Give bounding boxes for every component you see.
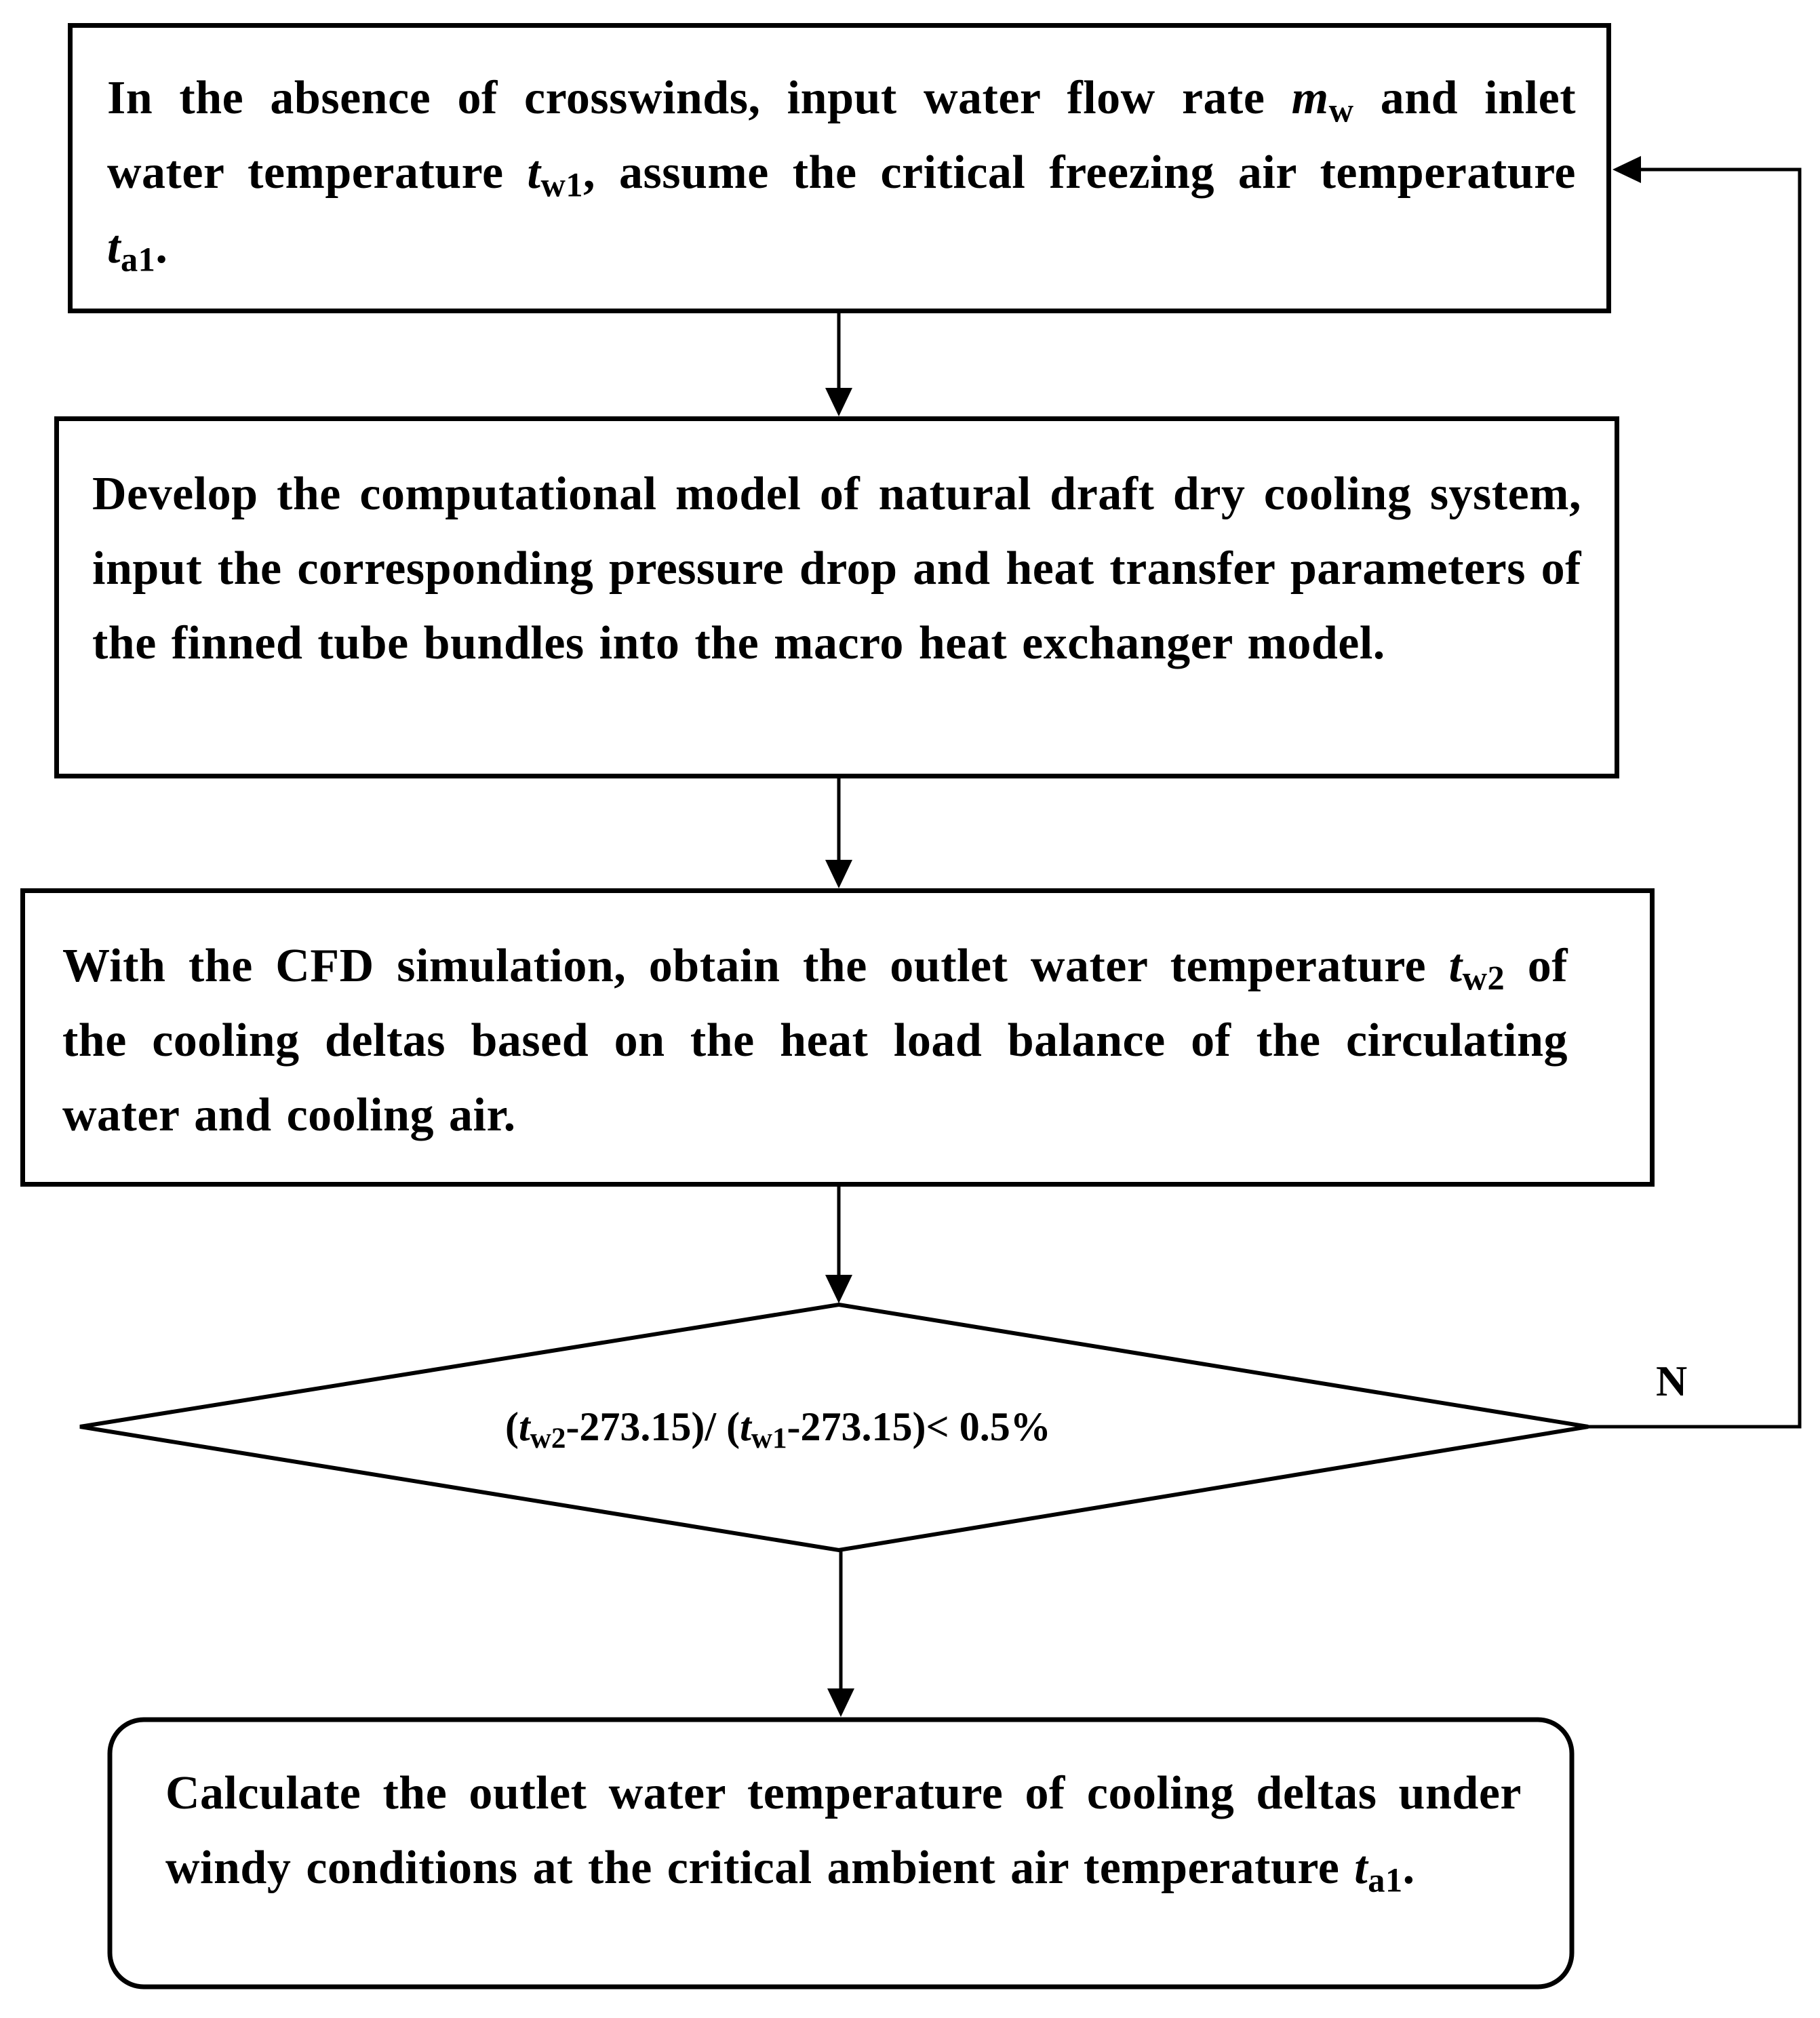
decision-condition: $(t_{w2}-273.15)/$ $(t_{w1}-273.15)< 0.5\%$ xyxy=(505,1404,1051,1455)
terminal-box-text: Calculate the outlet water temperature of cooling deltas under windy conditions at the critical ambient air temperature $t_{a1}$. xyxy=(165,1767,1522,1899)
symbol-t: t xyxy=(518,1404,530,1449)
subscript-a1: a1 xyxy=(120,240,156,279)
symbol-t: t xyxy=(740,1404,751,1449)
arrowhead-box3 xyxy=(825,860,852,888)
subscript-w2: w2 xyxy=(530,1422,566,1455)
process-box-model-text: Develop the computational model of natural draft dry cooling system, input the corresponding pressure drop and heat transfer parameters of the finned tube bundles into the macro heat exchanger model. xyxy=(92,468,1581,669)
subscript-w2: w2 xyxy=(1462,959,1505,997)
arrowhead-decision xyxy=(825,1275,852,1303)
symbol-t: t xyxy=(1354,1842,1368,1894)
symbol-m: m xyxy=(1291,72,1329,124)
subscript-w1: w1 xyxy=(540,165,584,204)
subscript-a1: a1 xyxy=(1368,1861,1403,1899)
arrowhead-loop xyxy=(1613,156,1641,183)
process-box-input-text: In the absence of crosswinds, input water flow rate $m_w$ and inlet water temperature $t_{w1}$, assume the critical freezing air temperature $t_{a1}$. xyxy=(107,72,1577,279)
subscript-w: w xyxy=(1328,91,1354,130)
no-branch-label: N xyxy=(1656,1357,1688,1405)
arrowhead-box2 xyxy=(825,388,852,416)
subscript-w1: w1 xyxy=(751,1422,787,1455)
symbol-t: t xyxy=(527,146,541,199)
process-box-cfd-text: With the CFD simulation, obtain the outlet water temperature $t_{w2}$ of the cooling deltas based on the heat load balance of the circulating water and cooling air. xyxy=(62,940,1568,1141)
arrow-no-loop xyxy=(1588,170,1800,1427)
symbol-t: t xyxy=(107,221,121,273)
symbol-t: t xyxy=(1448,940,1463,992)
arrowhead-end xyxy=(827,1688,854,1717)
